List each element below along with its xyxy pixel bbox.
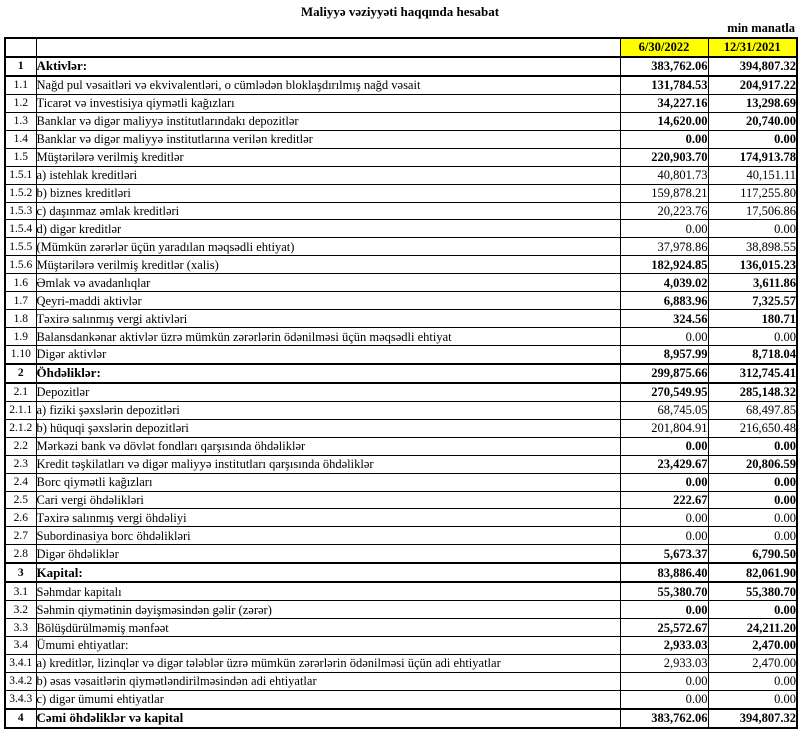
row-value-2021: 0.00 — [708, 601, 797, 619]
table-row — [5, 112, 797, 130]
table-row — [5, 364, 797, 383]
table-row — [5, 672, 797, 690]
row-label: Banklar və digər maliyyə institutlarındakı depozitlər — [36, 112, 620, 130]
table-row — [5, 654, 797, 672]
row-label: Səhmdar kapitalı — [36, 582, 620, 600]
row-value-2022: 34,227.16 — [620, 94, 708, 112]
row-value-2022: 0.00 — [620, 690, 708, 708]
row-label: b) əsas vəsaitlərin qiymətləndirilməsindən adi ehtiyatlar — [36, 672, 620, 690]
row-value-2021: 0.00 — [708, 509, 797, 527]
header-row — [5, 38, 797, 57]
row-value-2021: 0.00 — [708, 328, 797, 346]
row-number: 2 — [5, 364, 36, 383]
row-value-2021: 204,917.22 — [708, 76, 797, 94]
table-header — [5, 38, 797, 57]
table-row — [5, 601, 797, 619]
table-row — [5, 57, 797, 76]
table-row — [5, 292, 797, 310]
row-number: 1.5.5 — [5, 238, 36, 256]
row-number: 3.4.2 — [5, 672, 36, 690]
row-number: 1.9 — [5, 328, 36, 346]
row-value-2022: 0.00 — [620, 130, 708, 148]
row-label: Borc qiymətli kağızları — [36, 473, 620, 491]
row-label: Ticarət və investisiya qiymətli kağızları — [36, 94, 620, 112]
table-row — [5, 473, 797, 491]
row-label: Balansdankənar aktivlər üzrə mümkün zərərlərin ödənilməsi üçün məqsədli ehtiyat — [36, 328, 620, 346]
row-value-2021: 0.00 — [708, 690, 797, 708]
row-label: Ümumi ehtiyatlar: — [36, 637, 620, 655]
row-value-2021: 24,211.20 — [708, 619, 797, 637]
row-number: 1.2 — [5, 94, 36, 112]
row-number: 1.10 — [5, 346, 36, 364]
row-value-2022: 270,549.95 — [620, 383, 708, 401]
row-value-2021: 285,148.32 — [708, 383, 797, 401]
row-value-2022: 0.00 — [620, 672, 708, 690]
row-value-2022: 6,883.96 — [620, 292, 708, 310]
row-value-2021: 38,898.55 — [708, 238, 797, 256]
row-number: 2.8 — [5, 545, 36, 563]
header-date-2022: 6/30/2022 — [620, 38, 708, 57]
row-value-2022: 324.56 — [620, 310, 708, 328]
row-value-2022: 0.00 — [620, 527, 708, 545]
row-value-2021: 0.00 — [708, 130, 797, 148]
row-label: a) fiziki şəxslərin depozitləri — [36, 401, 620, 419]
row-value-2022: 37,978.86 — [620, 238, 708, 256]
row-value-2021: 117,255.80 — [708, 184, 797, 202]
row-label: a) istehlak kreditləri — [36, 166, 620, 184]
row-value-2021: 136,015.23 — [708, 256, 797, 274]
row-number: 2.3 — [5, 455, 36, 473]
table-row — [5, 690, 797, 708]
row-label: Cari vergi öhdəlikləri — [36, 491, 620, 509]
row-label: Kapital: — [36, 563, 620, 582]
row-value-2022: 40,801.73 — [620, 166, 708, 184]
row-value-2022: 201,804.91 — [620, 419, 708, 437]
row-value-2022: 8,957.99 — [620, 346, 708, 364]
table-row — [5, 274, 797, 292]
row-value-2022: 131,784.53 — [620, 76, 708, 94]
row-value-2021: 0.00 — [708, 672, 797, 690]
row-value-2021: 3,611.86 — [708, 274, 797, 292]
row-label: Təxirə salınmış vergi öhdəliyi — [36, 509, 620, 527]
row-number: 3.2 — [5, 601, 36, 619]
row-value-2021: 68,497.85 — [708, 401, 797, 419]
row-label: Cəmi öhdəliklər və kapital — [36, 709, 620, 728]
page-title: Maliyyə vəziyyəti haqqında hesabat — [300, 4, 500, 19]
row-value-2022: 2,933.03 — [620, 654, 708, 672]
row-value-2021: 7,325.57 — [708, 292, 797, 310]
row-label: Banklar və digər maliyyə institutlarına verilən kreditlər — [36, 130, 620, 148]
table-row — [5, 184, 797, 202]
row-label: Öhdəliklər: — [36, 364, 620, 383]
row-label: Müştərilərə verilmiş kreditlər (xalis) — [36, 256, 620, 274]
table-row — [5, 419, 797, 437]
row-label: Bölüşdürülməmiş mənfəət — [36, 619, 620, 637]
row-number: 3.4.3 — [5, 690, 36, 708]
row-value-2022: 299,875.66 — [620, 364, 708, 383]
table-row — [5, 709, 797, 728]
row-number: 2.4 — [5, 473, 36, 491]
row-number: 3.4.1 — [5, 654, 36, 672]
table-row — [5, 619, 797, 637]
row-value-2021: 0.00 — [708, 491, 797, 509]
table-row — [5, 166, 797, 184]
row-number: 3.1 — [5, 582, 36, 600]
table-row — [5, 401, 797, 419]
table-row — [5, 256, 797, 274]
row-value-2022: 0.00 — [620, 437, 708, 455]
row-value-2022: 23,429.67 — [620, 455, 708, 473]
row-value-2022: 0.00 — [620, 220, 708, 238]
row-value-2021: 394,807.32 — [708, 57, 797, 76]
table-row — [5, 346, 797, 364]
table-row — [5, 310, 797, 328]
row-value-2022: 222.67 — [620, 491, 708, 509]
row-value-2021: 312,745.41 — [708, 364, 797, 383]
row-label: Nağd pul vəsaitləri və ekvivalentləri, o cümlədən bloklaşdırılmış nağd vəsait — [36, 76, 620, 94]
row-label: Digər aktivlər — [36, 346, 620, 364]
row-number: 1.6 — [5, 274, 36, 292]
row-value-2021: 216,650.48 — [708, 419, 797, 437]
row-label: Səhmin qiymətinin dəyişməsindən gəlir (zərər) — [36, 601, 620, 619]
row-value-2022: 4,039.02 — [620, 274, 708, 292]
row-value-2021: 180.71 — [708, 310, 797, 328]
row-label: Kredit təşkilatları və digər maliyyə institutları qarşısında öhdəliklər — [36, 455, 620, 473]
table-row — [5, 637, 797, 655]
table-row — [5, 491, 797, 509]
header-date-2021: 12/31/2021 — [708, 38, 797, 57]
row-number: 2.6 — [5, 509, 36, 527]
row-value-2021: 8,718.04 — [708, 346, 797, 364]
row-label: Müştərilərə verilmiş kreditlər — [36, 148, 620, 166]
financial-statement-table — [4, 37, 798, 729]
row-number: 1.3 — [5, 112, 36, 130]
row-value-2022: 0.00 — [620, 473, 708, 491]
header-number-cell — [5, 38, 36, 57]
row-number: 2.1.2 — [5, 419, 36, 437]
table-row — [5, 76, 797, 94]
table-row — [5, 94, 797, 112]
row-value-2021: 20,740.00 — [708, 112, 797, 130]
row-label: Aktivlər: — [36, 57, 620, 76]
row-value-2021: 2,470.00 — [708, 654, 797, 672]
row-number: 1.7 — [5, 292, 36, 310]
row-value-2022: 20,223.76 — [620, 202, 708, 220]
row-number: 1.5.1 — [5, 166, 36, 184]
table-row — [5, 148, 797, 166]
row-value-2022: 83,886.40 — [620, 563, 708, 582]
row-value-2022: 5,673.37 — [620, 545, 708, 563]
row-value-2022: 0.00 — [620, 509, 708, 527]
table-row — [5, 130, 797, 148]
row-label: Digər öhdəliklər — [36, 545, 620, 563]
row-label: (Mümkün zərərlər üçün yaradılan məqsədli ehtiyat) — [36, 238, 620, 256]
row-value-2021: 0.00 — [708, 437, 797, 455]
table-row — [5, 582, 797, 600]
row-value-2022: 0.00 — [620, 328, 708, 346]
row-value-2021: 55,380.70 — [708, 582, 797, 600]
table-body — [5, 57, 797, 728]
row-value-2021: 0.00 — [708, 473, 797, 491]
row-number: 3 — [5, 563, 36, 582]
row-label: b) biznes kreditləri — [36, 184, 620, 202]
row-label: c) digər ümumi ehtiyatlar — [36, 690, 620, 708]
row-value-2022: 159,878.21 — [620, 184, 708, 202]
table-row — [5, 563, 797, 582]
row-value-2021: 82,061.90 — [708, 563, 797, 582]
table-row — [5, 437, 797, 455]
row-value-2021: 394,807.32 — [708, 709, 797, 728]
row-value-2022: 383,762.06 — [620, 709, 708, 728]
row-number: 2.5 — [5, 491, 36, 509]
row-label: Qeyri-maddi aktivlər — [36, 292, 620, 310]
row-number: 4 — [5, 709, 36, 728]
row-number: 1 — [5, 57, 36, 76]
table-row — [5, 202, 797, 220]
row-number: 1.1 — [5, 76, 36, 94]
unit-note: min manatla — [727, 21, 795, 35]
row-value-2021: 40,151.11 — [708, 166, 797, 184]
row-number: 3.4 — [5, 637, 36, 655]
row-label: Depozitlər — [36, 383, 620, 401]
row-label: Əmlak və avadanlıqlar — [36, 274, 620, 292]
table-row — [5, 238, 797, 256]
table-row — [5, 220, 797, 238]
row-label: Subordinasiya borc öhdəlikləri — [36, 527, 620, 545]
row-value-2022: 220,903.70 — [620, 148, 708, 166]
row-number: 2.1 — [5, 383, 36, 401]
row-number: 1.4 — [5, 130, 36, 148]
row-value-2022: 182,924.85 — [620, 256, 708, 274]
row-value-2021: 2,470.00 — [708, 637, 797, 655]
row-number: 1.8 — [5, 310, 36, 328]
row-value-2021: 174,913.78 — [708, 148, 797, 166]
row-number: 1.5.4 — [5, 220, 36, 238]
row-label: a) kreditlər, lizinqlər və digər tələblər üzrə mümkün zərərlərin ödənilməsi üçün adi ehtiyatlar — [36, 654, 620, 672]
row-value-2022: 25,572.67 — [620, 619, 708, 637]
row-number: 2.1.1 — [5, 401, 36, 419]
table-row — [5, 545, 797, 563]
row-number: 1.5.6 — [5, 256, 36, 274]
row-value-2021: 13,298.69 — [708, 94, 797, 112]
row-number: 1.5.3 — [5, 202, 36, 220]
row-value-2022: 55,380.70 — [620, 582, 708, 600]
row-value-2021: 17,506.86 — [708, 202, 797, 220]
row-label: Təxirə salınmış vergi aktivləri — [36, 310, 620, 328]
row-label: c) daşınmaz əmlak kreditləri — [36, 202, 620, 220]
row-number: 1.5 — [5, 148, 36, 166]
row-number: 2.7 — [5, 527, 36, 545]
row-value-2021: 0.00 — [708, 220, 797, 238]
row-number: 1.5.2 — [5, 184, 36, 202]
header-label-cell — [36, 38, 620, 57]
row-number: 2.2 — [5, 437, 36, 455]
row-value-2022: 0.00 — [620, 601, 708, 619]
table-row — [5, 328, 797, 346]
row-value-2022: 383,762.06 — [620, 57, 708, 76]
row-number: 3.3 — [5, 619, 36, 637]
row-value-2021: 0.00 — [708, 527, 797, 545]
row-label: Mərkəzi bank və dövlət fondları qarşısında öhdəliklər — [36, 437, 620, 455]
row-label: d) digər kreditlər — [36, 220, 620, 238]
row-value-2022: 14,620.00 — [620, 112, 708, 130]
row-value-2021: 20,806.59 — [708, 455, 797, 473]
row-label: b) hüquqi şəxslərin depozitləri — [36, 419, 620, 437]
table-row — [5, 509, 797, 527]
table-row — [5, 383, 797, 401]
table-row — [5, 455, 797, 473]
row-value-2022: 68,745.05 — [620, 401, 708, 419]
table-row — [5, 527, 797, 545]
row-value-2022: 2,933.03 — [620, 637, 708, 655]
row-value-2021: 6,790.50 — [708, 545, 797, 563]
